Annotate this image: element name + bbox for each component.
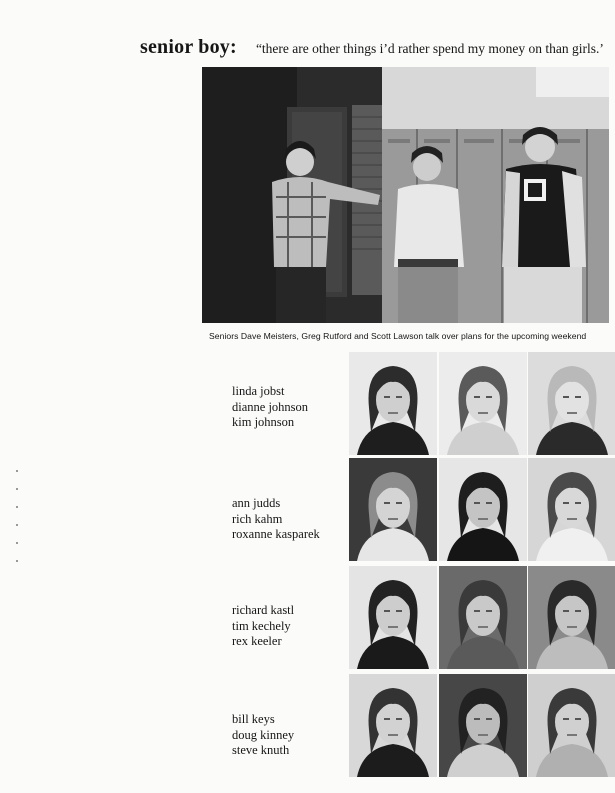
student-portrait [528,458,615,561]
student-name: rich kahm [232,511,283,526]
margin-marks [14,470,20,570]
student-name: steve knuth [232,743,290,757]
student-portrait [528,566,615,669]
header-quote: “there are other things i’d rather spend my money on than girls.’ [255,41,604,56]
page-header [140,36,615,59]
student-name: dianne johnson [232,399,309,414]
portrait-image [439,674,527,777]
page-title: senior boy: [140,36,237,58]
student-name: roxanne kasparek [232,527,320,541]
student-name: richard kastl [232,603,295,617]
student-portrait [349,566,437,669]
student-name: linda jobst [232,384,285,398]
portrait-image [349,352,437,455]
names-row-3 [232,603,352,650]
portrait-image [349,566,437,669]
portrait-image [528,352,615,455]
student-name: rex keeler [232,634,282,648]
student-portrait [439,674,527,777]
student-portrait [439,566,527,669]
student-portrait [439,352,527,455]
student-portrait [349,458,437,561]
student-portrait [528,352,615,455]
portrait-image [528,458,615,561]
portrait-image [528,674,615,777]
student-name: doug kinney [232,727,295,742]
portrait-image [349,674,437,777]
student-name: ann judds [232,496,281,510]
portrait-image [528,566,615,669]
student-portrait [439,458,527,561]
student-name: bill keys [232,712,275,726]
names-row-4 [232,712,352,759]
photo-caption: Seniors Dave Meisters, Greg Rutford and Scott Lawson talk over plans for the upcoming weekend [209,331,587,341]
portrait-image [439,352,527,455]
student-portrait [349,674,437,777]
group-photo [202,67,609,323]
group-photo-image [202,67,609,323]
student-name: kim johnson [232,415,295,429]
student-portrait [528,674,615,777]
portrait-image [349,458,437,561]
student-name: tim kechely [232,618,291,633]
portrait-image [439,458,527,561]
portrait-image [439,566,527,669]
student-portrait [349,352,437,455]
names-row-1 [232,384,352,431]
names-row-2 [232,496,352,543]
